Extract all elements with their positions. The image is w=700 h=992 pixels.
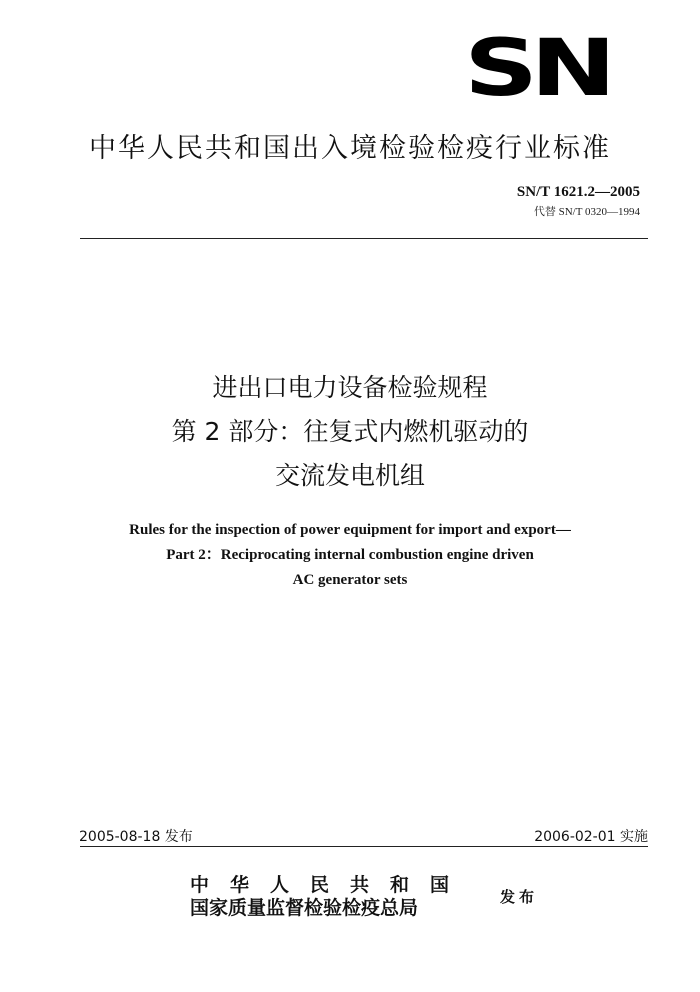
english-title-line-2: Part 2：Reciprocating internal combustion engine driven xyxy=(166,547,534,563)
standard-number: SN/T 1621.2—2005 xyxy=(516,184,640,200)
replaces-standard: 代替 SN/T 0320—1994 xyxy=(533,206,640,218)
standard-category: 中华人民共和国出入境检验检疫行业标准 xyxy=(89,133,611,164)
chinese-title-line-1: 进出口电力设备检验规程 xyxy=(212,373,488,402)
english-title xyxy=(0,518,700,593)
chinese-title xyxy=(0,366,700,498)
chinese-title-line-2: 第 2 部分：往复式内燃机驱动的 xyxy=(171,417,529,446)
effective-date: 2006-02-01 实施 xyxy=(534,829,648,845)
chinese-title-line-3: 交流发电机组 xyxy=(274,461,425,490)
issuer-line-2: 国家质量监督检验检疫总局 xyxy=(190,897,419,919)
top-divider xyxy=(80,238,648,239)
issue-date: 2005-08-18 发布 xyxy=(79,829,193,845)
bottom-divider xyxy=(80,846,648,847)
issuer-line-1: 中华人民共和国 xyxy=(190,874,471,896)
issuer xyxy=(190,874,470,920)
english-title-line-3: AC generator sets xyxy=(292,572,408,588)
issued-label: 发布 xyxy=(500,888,539,906)
sn-logo: SN xyxy=(463,24,608,114)
english-title-line-1: Rules for the inspection of power equipment for import and export— xyxy=(129,522,571,538)
